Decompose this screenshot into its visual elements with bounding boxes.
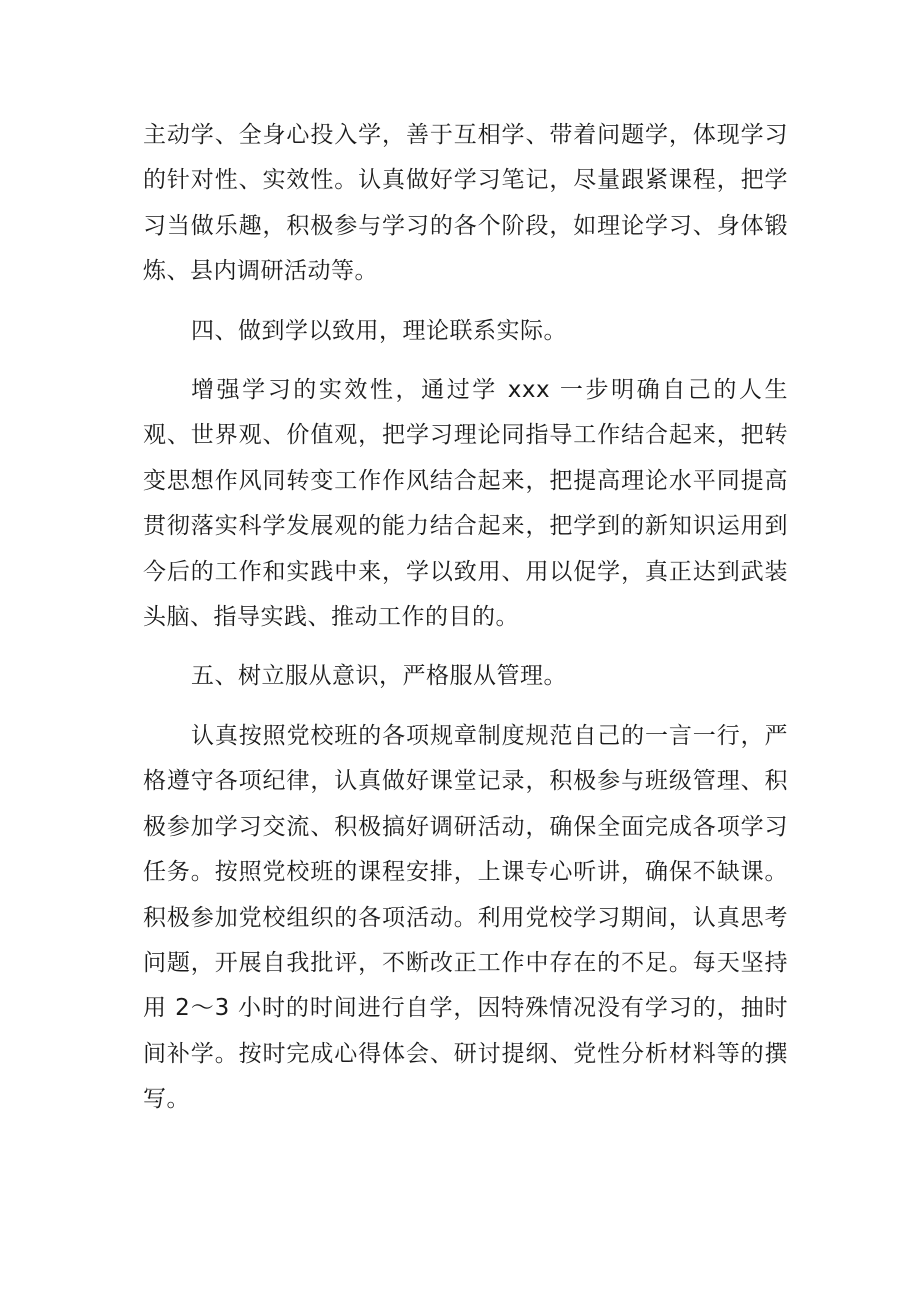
- heading-section-five: 五、树立服从意识，严格服从管理。: [191, 663, 567, 690]
- paragraph-apply-learning: 增强学习的实效性，通过学 xxx 一步明确自己的人生观、世界观、价值观，把学习理论同指导工作结合起来，把转变思想作风同转变工作作风结合起来，把提高理论水平同提高贯彻落实科学发展观的能力结合起来，把学到的新知识运用到今后的工作和实践中来，学以致用、用以促学，真正达到武装头脑、指导实践、推动工作的目的。: [143, 377, 788, 631]
- paragraph-obey-management: 认真按照党校班的各项规章制度规范自己的一言一行，严格遵守各项纪律，认真做好课堂记录，积极参与班级管理、积极参加学习交流、积极搞好调研活动，确保全面完成各项学习任务。按照党校班的课程安排，上课专心听讲，确保不缺课。积极参加党校组织的各项活动。利用党校学习期间，认真思考问题，开展自我批评，不断改正工作中存在的不足。每天坚持用 2～3 小时的时间进行自学，因特殊情况没有学习的，抽时间补学。按时完成心得体会、研讨提纲、党性分析材料等的撰写。: [143, 722, 788, 1113]
- paragraph-study-attitude: 主动学、全身心投入学，善于互相学、带着问题学，体现学习的针对性、实效性。认真做好学习笔记，尽量跟紧课程，把学习当做乐趣，积极参与学习的各个阶段，如理论学习、身体锻炼、县内调研活动等。: [143, 122, 788, 285]
- heading-section-four: 四、做到学以致用，理论联系实际。: [191, 317, 567, 344]
- document-body: [143, 113, 788, 1123]
